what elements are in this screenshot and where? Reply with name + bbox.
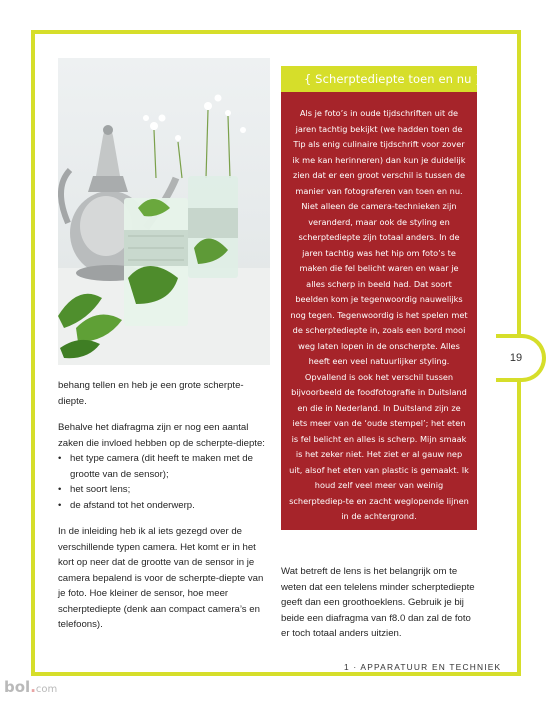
sidebar-paragraph: Opvallend is ook het verschil tussen bijvoorbeeld de foodfotografie in Duitsland en die in Nederland. In Duitsland zijn ze iets meer van de ‘oude stempel’; het eten is fel belicht en alles is scherp. Mijn smaak is het zeker niet. Het ziet er al gauw nep uit, alsof het eten van plastic is gemaakt. Ik houd zelf veel meer van weinig scherptediep-te en zacht weglopende lijnen in de achtergrond. (289, 371, 469, 521)
right-column (281, 564, 481, 642)
sidebar-paragraph: Als je foto’s in oude tijdschriften uit de jaren tachtig bekijkt (we hadden toen de Tip als enig culinaire tijdschrift voor zover ik me kan herinneren) dan kun je duidelijk zien dat er een groot verschil is tussen de manier van fotograferen van toen en nu. Niet alleen de camera-technieken zijn veranderd, maar ook de styling en scherptediepte zijn totaal anders. In de jaren tachtig was het hip om foto’s te maken die fel belicht waren en waar je alles scherp in beeld had. Dat soort beelden kom je tegenwoordig nauwelijks nog tegen. Tegenwoordig is het spelen met de scherptediepte in, zoals een bord mooi weg laten lopen in de onscherpte. Alles heeft een veel natuurlijker styling. (290, 108, 468, 366)
page-number: 19 (509, 352, 523, 364)
sidebar-header (281, 66, 483, 92)
sidebar-title: { Scherptediepte toen en nu } (304, 72, 483, 86)
body-paragraph: In de inleiding heb ik al iets gezegd over de verschillende typen camera. Het komt er in het kort op neer dat de grootte van de sensor in je camera bepalend is voor de scherpte-diepte van je foto. Hoe kleiner de sensor, hoe meer scherptediepte (denk aan compact camera’s en telefoons). (58, 526, 264, 630)
chapter-footer: 1 · APPARATUUR EN TECHNIEK (338, 662, 507, 672)
body-paragraph: Behalve het diafragma zijn er nog een aantal zaken die invloed hebben op de scherpte-diepte: (58, 422, 265, 449)
sidebar-box (281, 66, 483, 530)
tea-photo (58, 58, 270, 365)
body-paragraph: behang tellen en heb je een grote scherpte-diepte. (58, 380, 244, 407)
list-item: • het soort lens; (58, 482, 270, 498)
bullet-list (58, 451, 270, 513)
bol-watermark-logo: bol.com (4, 678, 58, 696)
page-number-tab (496, 334, 546, 382)
left-column (58, 378, 270, 633)
list-item: • het type camera (dit heeft te maken met de grootte van de sensor); (58, 451, 270, 482)
body-paragraph: Wat betreft de lens is het belangrijk om te weten dat een telelens minder scherptediepte geeft dan een groothoeklens. Gebruik je bij beide een diafragma van f8.0 dan zal de foto er toch totaal anders uitzien. (281, 566, 475, 639)
list-item: • de afstand tot het onderwerp. (58, 498, 270, 514)
tea-photo-illustration (58, 58, 270, 365)
sidebar-body (289, 106, 469, 525)
